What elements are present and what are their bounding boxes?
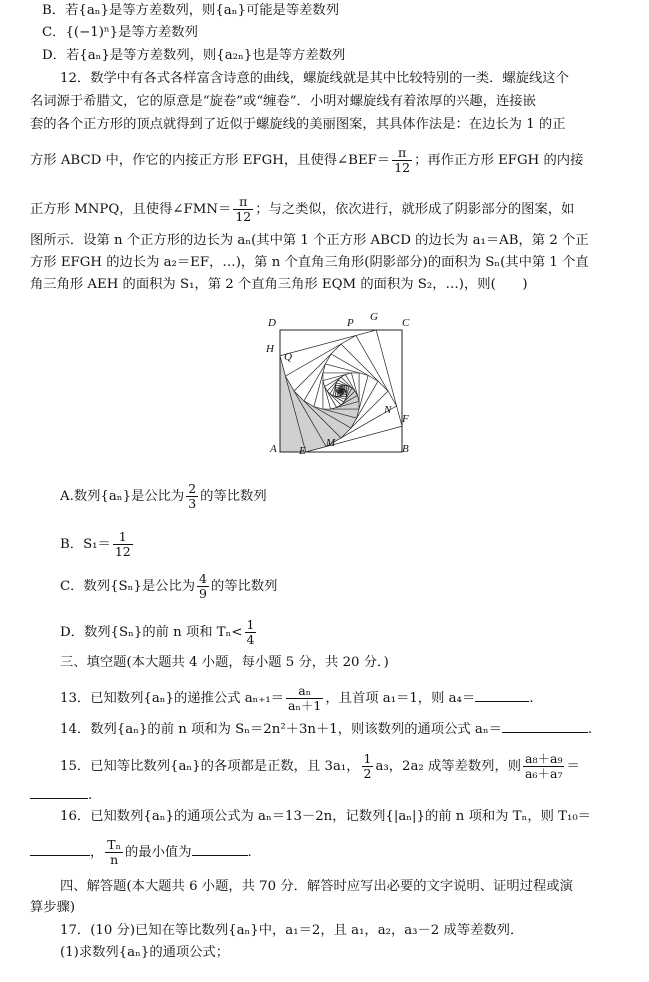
q16-answer-blank-2[interactable] (192, 843, 248, 856)
q12-line-4-text-a: 方形 ABCD 中，作它的内接正方形 EFGH，且使得∠BEF＝ (30, 153, 391, 168)
q12-line-4-text-b: ；再作正方形 EFGH 的内接 (414, 153, 584, 168)
fraction-one-half (362, 752, 374, 781)
label-C: C (402, 317, 410, 329)
option-d-line: D．若{aₙ}是等方差数列，则{a₂ₙ}也是等方差数列 (42, 48, 346, 63)
q12-line-5-text-b: ；与之类似，依次进行，就形成了阴影部分的图案，如 (255, 202, 575, 217)
option-b-line: B．若{aₙ}是等方差数列，则{aₙ}可能是等差数列 (42, 3, 340, 18)
q15-text-b: a₃，2a₂ 成等差数列，则 (375, 759, 522, 774)
q14-period: . (587, 722, 593, 737)
option-b-12 (60, 530, 135, 559)
option-b-12-text: B．S₁＝ (60, 537, 111, 552)
fraction-tn-over-n (105, 838, 123, 867)
q13-period: . (529, 691, 534, 706)
fraction-denominator: 12 (394, 160, 411, 175)
fraction-denominator: 12 (114, 544, 131, 559)
q15-text-c: ＝ (566, 759, 580, 774)
q17-line: 17．(10 分)已知在等比数列{aₙ}中，a₁＝2，且 a₁，a₂，a₃－2 成等差数列． (60, 923, 524, 938)
label-A: A (270, 443, 277, 455)
spiral-square-figure (262, 312, 422, 460)
q15-answer-line (30, 786, 92, 805)
option-d-12-text: D．数列{Sₙ}的前 n 项和 Tₙ< (60, 625, 243, 640)
fraction-numerator: 1 (113, 530, 133, 545)
fraction-denominator: 9 (199, 586, 207, 601)
q16-text-b: 的最小值为 (125, 845, 192, 860)
fraction-numerator: 4 (199, 571, 207, 586)
label-H: H (266, 343, 274, 355)
q16-line-2: ， $\frac{\text{Tₙ}}{n}$ 的最小值为 . (30, 838, 252, 867)
option-c-12 (60, 572, 277, 601)
q13-text-a: 13．已知数列{aₙ}的递推公式 aₙ₊₁＝ (60, 691, 285, 706)
option-a-12 (60, 482, 267, 511)
option-c-12-tail: 的等比数列 (211, 579, 278, 594)
fraction-denominator: 2 (363, 766, 372, 781)
fraction-numerator: π (392, 146, 412, 161)
fraction-pi-over-12 (233, 195, 253, 224)
q12-line-5-text-a: 正方形 MNPQ，且使得∠FMN＝ (30, 202, 232, 217)
fraction-one-twelfth (113, 530, 133, 559)
q13-text-b: ，且首项 a₁＝1，则 a₄＝ (325, 691, 476, 706)
q13-line (60, 684, 533, 713)
option-c-line: C．{(−1)ⁿ}是等方差数列 (42, 25, 198, 40)
section-3-heading: 三、填空题(本大题共 4 小题，每小题 5 分，共 20 分．) (60, 655, 389, 670)
q15-answer-blank[interactable] (30, 786, 88, 799)
fraction-numerator: a₈＋a₉ (525, 751, 563, 766)
fraction-numerator: 2 (188, 481, 197, 496)
fraction-numerator: 1 (246, 617, 255, 632)
q13-answer-blank[interactable] (475, 689, 529, 702)
q16-line-1: 16．已知数列{aₙ}的通项公式为 aₙ＝13－2n，记数列{|aₙ|}的前 n 项和为 Tₙ，则 T₁₀＝ (60, 809, 591, 824)
q12-line-4 (30, 146, 583, 175)
q15-period: . (88, 788, 93, 803)
q16-answer-blank-1[interactable] (30, 843, 90, 856)
label-E: E (299, 445, 306, 457)
q12-line-5 (30, 195, 574, 224)
section-4-heading: 四、解答题(本大题共 6 小题，共 70 分．解答时应写出必要的文字说明、证明过程或演 (60, 879, 573, 894)
label-D: D (268, 317, 276, 329)
fraction-denominator: 3 (188, 496, 197, 511)
fraction-numerator: Tₙ (107, 837, 122, 852)
q14-text: 14．数列{aₙ}的前 n 项和为 Sₙ＝2n²＋3n＋1，则该数列的通项公式 aₙ＝ (60, 722, 502, 737)
fraction-one-quarter (245, 618, 257, 647)
q14-line (60, 720, 592, 739)
section-4-heading-cont: 算步骤) (30, 900, 76, 915)
label-P: P (347, 317, 354, 329)
option-d-12 (60, 618, 258, 647)
label-B: B (402, 443, 409, 455)
q12-line-7: 方形 EFGH 的边长为 a₂＝EF，…)，第 n 个直角三角形(阴影部分)的面积为 Sₙ(其中第 1 个直 (30, 255, 589, 270)
q17-part-1: (1)求数列{aₙ}的通项公式； (60, 945, 230, 960)
q12-line-3: 套的各个正方形的顶点就得到了近似于螺旋线的美丽图案，其具体作法是：在边长为 1 的正 (30, 117, 566, 132)
q16-period: . (247, 845, 252, 860)
fraction-denominator: 12 (235, 209, 252, 224)
label-M: M (326, 437, 336, 449)
q12-line-6: 图所示．设第 n 个正方形的边长为 aₙ(其中第 1 个正方形 ABCD 的边长为 a₁＝AB，第 2 个正 (30, 233, 589, 248)
fraction-two-thirds (186, 482, 198, 511)
q13-fraction (286, 684, 323, 713)
q12-line-1: 12．数学中有各式各样富含诗意的曲线，螺旋线就是其中比较特别的一类．螺旋线这个 (60, 71, 569, 86)
q14-answer-blank[interactable] (502, 720, 588, 733)
option-a-12-text: A.数列{aₙ}是公比为 (60, 489, 185, 504)
fraction-pi-over-12 (392, 146, 412, 175)
label-N: N (384, 404, 392, 416)
nested-square (341, 391, 342, 392)
q15-text-a: 15．已知等比数列{aₙ}的各项都是正数，且 3a₁， (60, 759, 360, 774)
q15-fraction (523, 752, 564, 781)
fraction-numerator: π (233, 195, 253, 210)
option-a-12-tail: 的等比数列 (200, 489, 267, 504)
option-c-12-text: C．数列{Sₙ}是公比为 (60, 579, 196, 594)
fraction-denominator: 4 (246, 632, 255, 647)
label-F: F (402, 413, 409, 425)
fraction-numerator: 1 (363, 751, 372, 766)
label-Q: Q (284, 351, 292, 363)
fraction-denominator: a₆＋a₇ (525, 766, 563, 781)
q12-line-2: 名词源于希腊文，它的原意是“旋卷”或“缠卷”．小明对螺旋线有着浓厚的兴趣，连接嵌 (30, 94, 536, 109)
fraction-denominator: n (110, 852, 119, 867)
fraction-four-ninths (197, 572, 209, 601)
fraction-numerator: aₙ (286, 684, 323, 699)
q15-line (60, 752, 580, 781)
fraction-denominator: aₙ＋1 (288, 698, 322, 713)
spiral-squares (280, 330, 402, 452)
label-G: G (370, 312, 378, 323)
q12-line-8: 角三角形 AEH 的面积为 S₁，第 2 个直角三角形 EQM 的面积为 S₂，…)，则( ) (30, 277, 528, 292)
